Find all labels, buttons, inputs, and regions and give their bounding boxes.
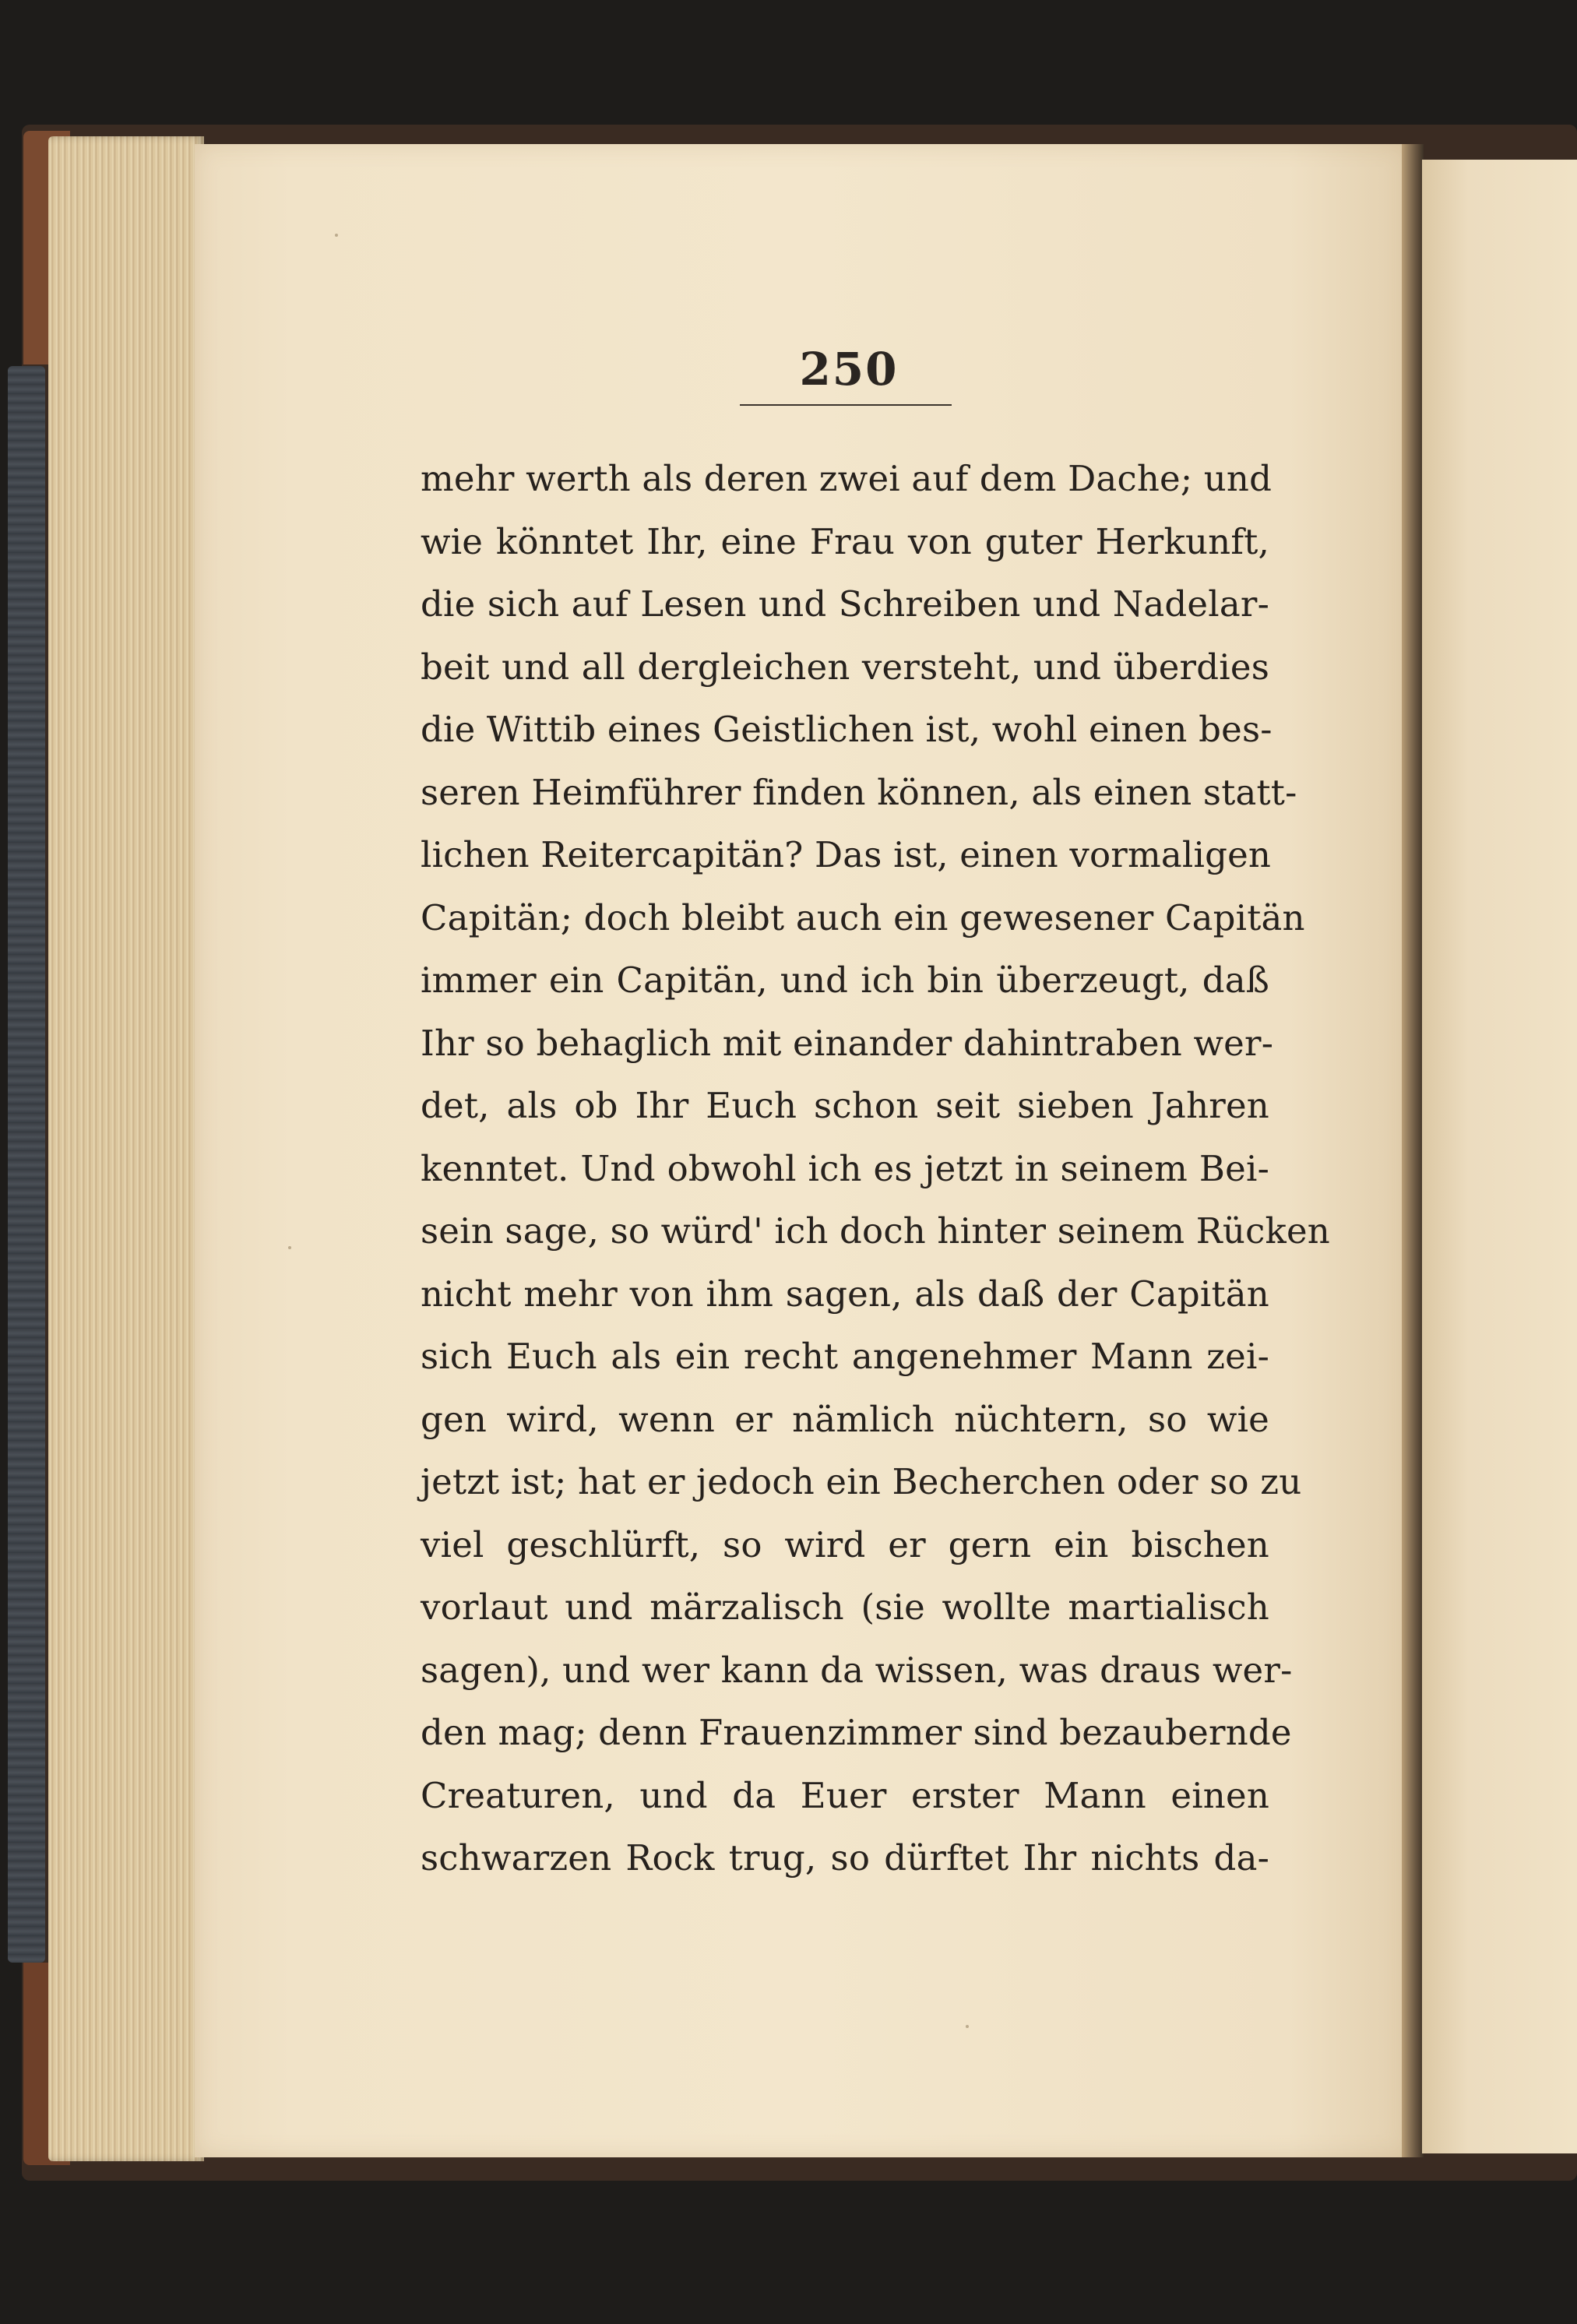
paper-speck (288, 1246, 291, 1249)
text-line: sagen), und wer kann da wissen, was draus wer- (421, 1649, 1293, 1691)
text-line: sein sage, so würd' ich doch hinter seinem Rücken (421, 1210, 1330, 1252)
text-line: gen wird, wenn er nämlich nüchtern, so wie (421, 1398, 1269, 1440)
text-line: det, als ob Ihr Euch schon seit sieben Jahren (421, 1085, 1269, 1126)
text-line: die sich auf Lesen und Schreiben und Nadelar- (421, 583, 1269, 625)
paper-speck (335, 234, 338, 237)
body-text (421, 448, 1330, 1890)
header-rule (740, 404, 952, 406)
text-line: jetzt ist; hat er jedoch ein Becherchen oder so zu (421, 1461, 1302, 1502)
text-line: seren Heimführer finden können, als einen statt- (421, 771, 1297, 813)
page-number: 250 (799, 343, 899, 396)
text-line: immer ein Capitän, und ich bin überzeugt, daß (421, 960, 1269, 1001)
facing-page-edge (1422, 160, 1577, 2153)
text-line: lichen Reitercapitän? Das ist, einen vormaligen (421, 834, 1272, 875)
text-line: Ihr so behaglich mit einander dahintraben wer- (421, 1022, 1274, 1064)
book-gutter (1402, 144, 1424, 2157)
text-line: sich Euch als ein recht angenehmer Mann zei- (421, 1336, 1269, 1377)
text-line: beit und all dergleichen versteht, und überdies (421, 646, 1269, 688)
paper-speck (966, 2025, 969, 2028)
text-line: Creaturen, und da Euer erster Mann einen (421, 1774, 1269, 1816)
text-line: schwarzen Rock trug, so dürftet Ihr nichts da- (421, 1837, 1269, 1879)
text-line: Capitän; doch bleibt auch ein gewesener Capitän (421, 896, 1305, 938)
text-line: vorlaut und märzalisch (sie wollte martialisch (421, 1586, 1269, 1628)
text-line: den mag; denn Frauenzimmer sind bezaubernde (421, 1712, 1292, 1753)
text-line: kenntet. Und obwohl ich es jetzt in seinem Bei- (421, 1147, 1269, 1189)
text-line: mehr werth als deren zwei auf dem Dache; und (421, 458, 1273, 499)
text-line: die Wittib eines Geistlichen ist, wohl einen bes- (421, 709, 1273, 750)
text-line: wie könntet Ihr, eine Frau von guter Herkunft, (421, 520, 1269, 562)
page-stack-edges (48, 136, 204, 2161)
cover-marbled-board (8, 366, 45, 1963)
text-line: nicht mehr von ihm sagen, als daß der Capitän (421, 1273, 1269, 1315)
text-line: viel geschlürft, so wird er gern ein bischen (421, 1523, 1269, 1565)
